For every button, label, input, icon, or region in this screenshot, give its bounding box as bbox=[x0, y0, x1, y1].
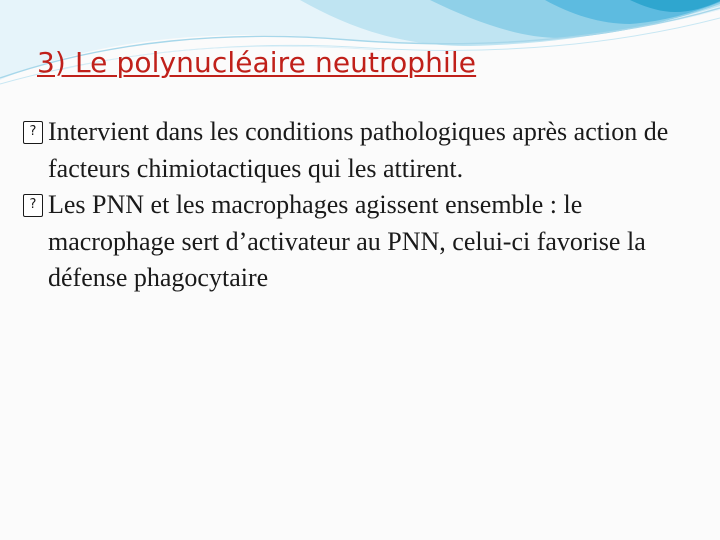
bullet-item bbox=[22, 114, 712, 187]
bullet-list bbox=[22, 114, 712, 297]
bullet-placeholder-icon bbox=[23, 121, 43, 144]
bullet-placeholder-icon bbox=[23, 194, 43, 217]
bullet-text: Intervient dans les conditions pathologiques après action de facteurs chimiotactiques qui les attirent. bbox=[48, 117, 669, 183]
bullet-item bbox=[22, 187, 712, 297]
slide-title: 3) Le polynucléaire neutrophile bbox=[37, 46, 477, 79]
bullet-text: Les PNN et les macrophages agissent ensemble : le macrophage sert d’activateur au PNN, celui-ci favorise la défense phagocytaire bbox=[48, 190, 646, 292]
